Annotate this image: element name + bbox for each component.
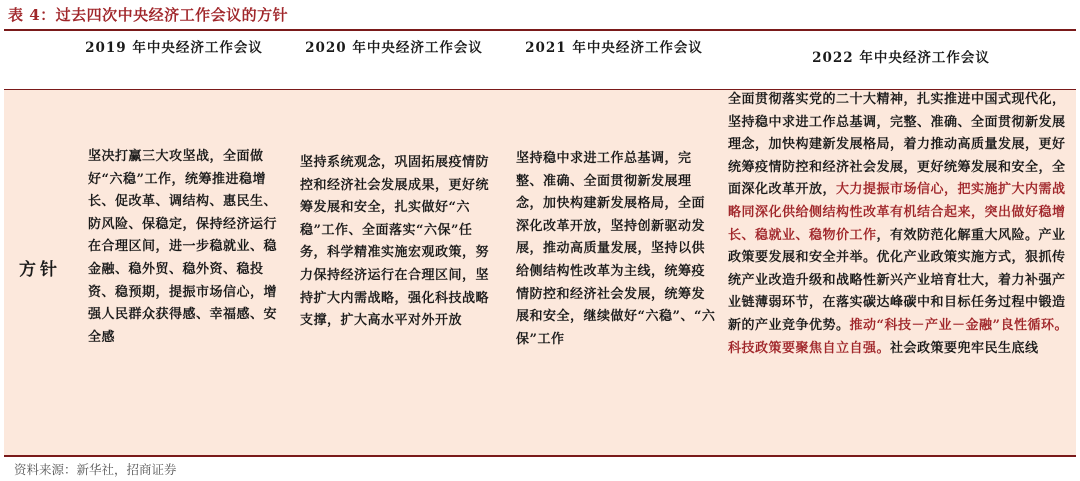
cell-2022 (728, 89, 1074, 360)
row-label: 方针 (19, 260, 61, 280)
cell-2022-text-a: 全面贯彻落实党的二十大精神，扎实推进中国式现代化，坚持稳中求进工作总基调，完整、准确、全面贯彻新发展理念，加快构建新发展格局，着力推动高质量发展，更好统筹疫情防控和经济社会发展，更好统筹发展和安全，全面深化改革开放， (728, 92, 1066, 198)
header-2021: 2021 年中央经济工作会议 (525, 40, 703, 56)
cell-2020: 坚持系统观念，巩固拓展疫情防控和经济社会发展成果，更好统筹发展和安全，扎实做好“六稳”工作、全面落实“六保”任务，科学精准实施宏观政策，努力保持经济运行在合理区间，坚持扩大内需战略，强化科技战略支撑，扩大高水平对外开放 (300, 155, 490, 329)
bottom-rule (4, 455, 1076, 457)
header-2022: 2022 年中央经济工作会议 (812, 50, 990, 66)
cell-2022-highlight-a: 大力提振市场信心，把实施扩大内需战略同深化供给侧结构性改革有机结合起来，突出做好稳增长、稳就业、稳物价工作 (728, 182, 1066, 243)
cell-2022-text-b: ，有效防范化解重大风险。产业政策要发展和安全并举。优化产业政策实施方式，狠抓传统产业改造升级和战略性新兴产业培育壮大，着力补强产业链薄弱环节，在落实碳达峰碳中和目标任务过程中锻造新的产业竞争优势。 (728, 227, 1066, 333)
cell-2019: 坚决打赢三大攻坚战，全面做好“六稳”工作，统筹推进稳增长、促改革、调结构、惠民生、防风险、保稳定，保持经济运行在合理区间，进一步稳就业、稳金融、稳外贸、稳外资、稳投资、稳预期，提振市场信心，增强人民群众获得感、幸福感、安全感 (88, 149, 278, 345)
header-2019: 2019 年中央经济工作会议 (85, 40, 263, 56)
cell-2021: 坚持稳中求进工作总基调，完整、准确、全面贯彻新发展理念，加快构建新发展格局，全面深化改革开放，坚持创新驱动发展，推动高质量发展，坚持以供给侧结构性改革为主线，统筹疫情防控和经济社会发展，统筹发展和安全，继续做好“六稳”、“六保”工作 (516, 151, 716, 347)
table-title: 表 4：过去四次中央经济工作会议的方针 (8, 6, 289, 24)
table-header (4, 31, 1076, 89)
cell-2022-highlight-b: 推动“科技－产业－金融”良性循环。科技政策要聚焦自立自强。 (728, 317, 1068, 356)
table-row-policy (4, 90, 1076, 455)
cell-2022-text-c: 社会政策要兜牢民生底线 (890, 340, 1039, 356)
header-2020: 2020 年中央经济工作会议 (305, 40, 483, 56)
source-note: 资料来源：新华社，招商证券 (14, 462, 177, 477)
